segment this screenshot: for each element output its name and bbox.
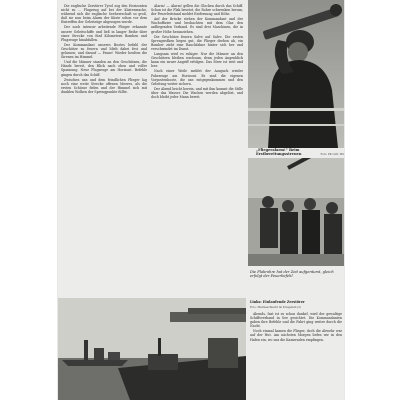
page-number: 12 [200,392,204,396]
caption-ships-label: Links: Einlaufende Zerstörer [250,300,305,304]
paragraph: Zwischen uns und dem feindlichen Flieger lag noch eine weite Strecke offenen Meeres, als die ersten Schüsse fielen und der Himmel sich mit dunklen Wolken der Sprengpunkte füllte. [61,77,147,94]
paragraph: Nach einer Weile meldet der Ausguck wieder Fahrzeuge am Horizont. Es sind die eigenen Vorpostenboote, die uns entgegenkommen und den Geleitzug weiter sichern. [151,69,243,86]
caption-flak-crew: Die Flakrohre hat der Zeit aufgeräumt, gleich erfolgt der Feuerbefehl [250,270,334,279]
paragraph: Alarm! — Alarm! gellen die Glocken durch das Schiff. Schon ist die Flak besetzt, die Rohre schwenken herum, der Feuerleitstand meldet Entfernung und Höhe. [151,4,243,17]
paragraph: Noch einmal kamen die Flieger, doch die Abwehr war auf der Hut. Am nächsten Morgen liefen wir in den Hafen ein, wo uns die Kameraden empfingen. [250,329,342,342]
paragraph: Abends, fast ist es schon dunkel, wird der gewaltige Schiffsverband in See gesichtet. Die Kommandanten gaben ihre Befehle und die Fahrt ging weiter durch die Nacht. [250,312,342,329]
paragraph: Der noch intensiv arbeitende Flieger erkannte unsere Geleitschiffe und ließ in langer Reihe über einer Strecke von fünf Kilometern Bomben und Flugzeuge hinabfallen. [61,25,147,42]
text-column-3 [250,312,342,396]
paragraph: Auf der Brücke stehen der Kommandant und der Wachoffizier und beobachten mit dem Glas den anfliegenden Verband. Es sind drei Maschinen, die in großer Höhe heranziehen. [151,17,243,34]
paragraph: Und die Männer standen an den Geschützen, die Hände bereit, den Blick nach oben und voller Spannung. Neue Flugzeuge am Horizont. Befehle gingen durch das Schiff. [61,60,147,77]
photo-flak-crew [248,158,344,266]
paragraph: Langsam wird es ruhiger. Nur die Männer an den Geschützen bleiben wachsam, denn jeden Augenblick kann ein neuer Angriff erfolgen. Das Meer ist weit und leer. [151,52,243,69]
text-column-1 [61,4,147,296]
credit-ships: Foto: Marineschlacht im Kriegsfeld (2) [250,306,301,309]
paragraph: Die Geschütze feuern Salve auf Salve. Die ersten Sprengwolken liegen gut, die Flieger drehen ab, ein Bomber zieht eine Rauchfahne hinter sich her und verschwindet im Dunst. [151,34,243,51]
photo-destroyers [58,298,246,400]
text-column-2 [151,4,243,306]
paragraph: Die englische Zerstörer Tyrol zog den Horizonten nicht zu ... Flugzeug auf bei der Küstenwache, während sich die englische Seeherrschaft so groß, daß sie nun beim Alarm der Küste schon vor dem Eintreffen der Geleitzüge abgezogen wurde. [61,4,147,25]
photo-sailor-rangefinder [248,0,344,148]
caption-top-right: „Fliegeralarm!“ Beim Erstbereitungsstreuen [256,148,302,157]
paragraph: Der Kommandant unseres Bootes befahl der Geschütze zu feuern und blieb dabei fest und gelassen; und darauf — Pause! Wieder heulten die Sirenen im Himmel. [61,42,147,60]
credit-top-right: Foto: PK Lütt, Wh [320,153,344,156]
magazine-page [58,0,344,400]
paragraph: Der Abend bricht herein, und mit ihm kommt die Stille über das Wasser. Die Wachen werden abgelöst, und doch bleibt jeder Mann bereit. [151,86,243,99]
